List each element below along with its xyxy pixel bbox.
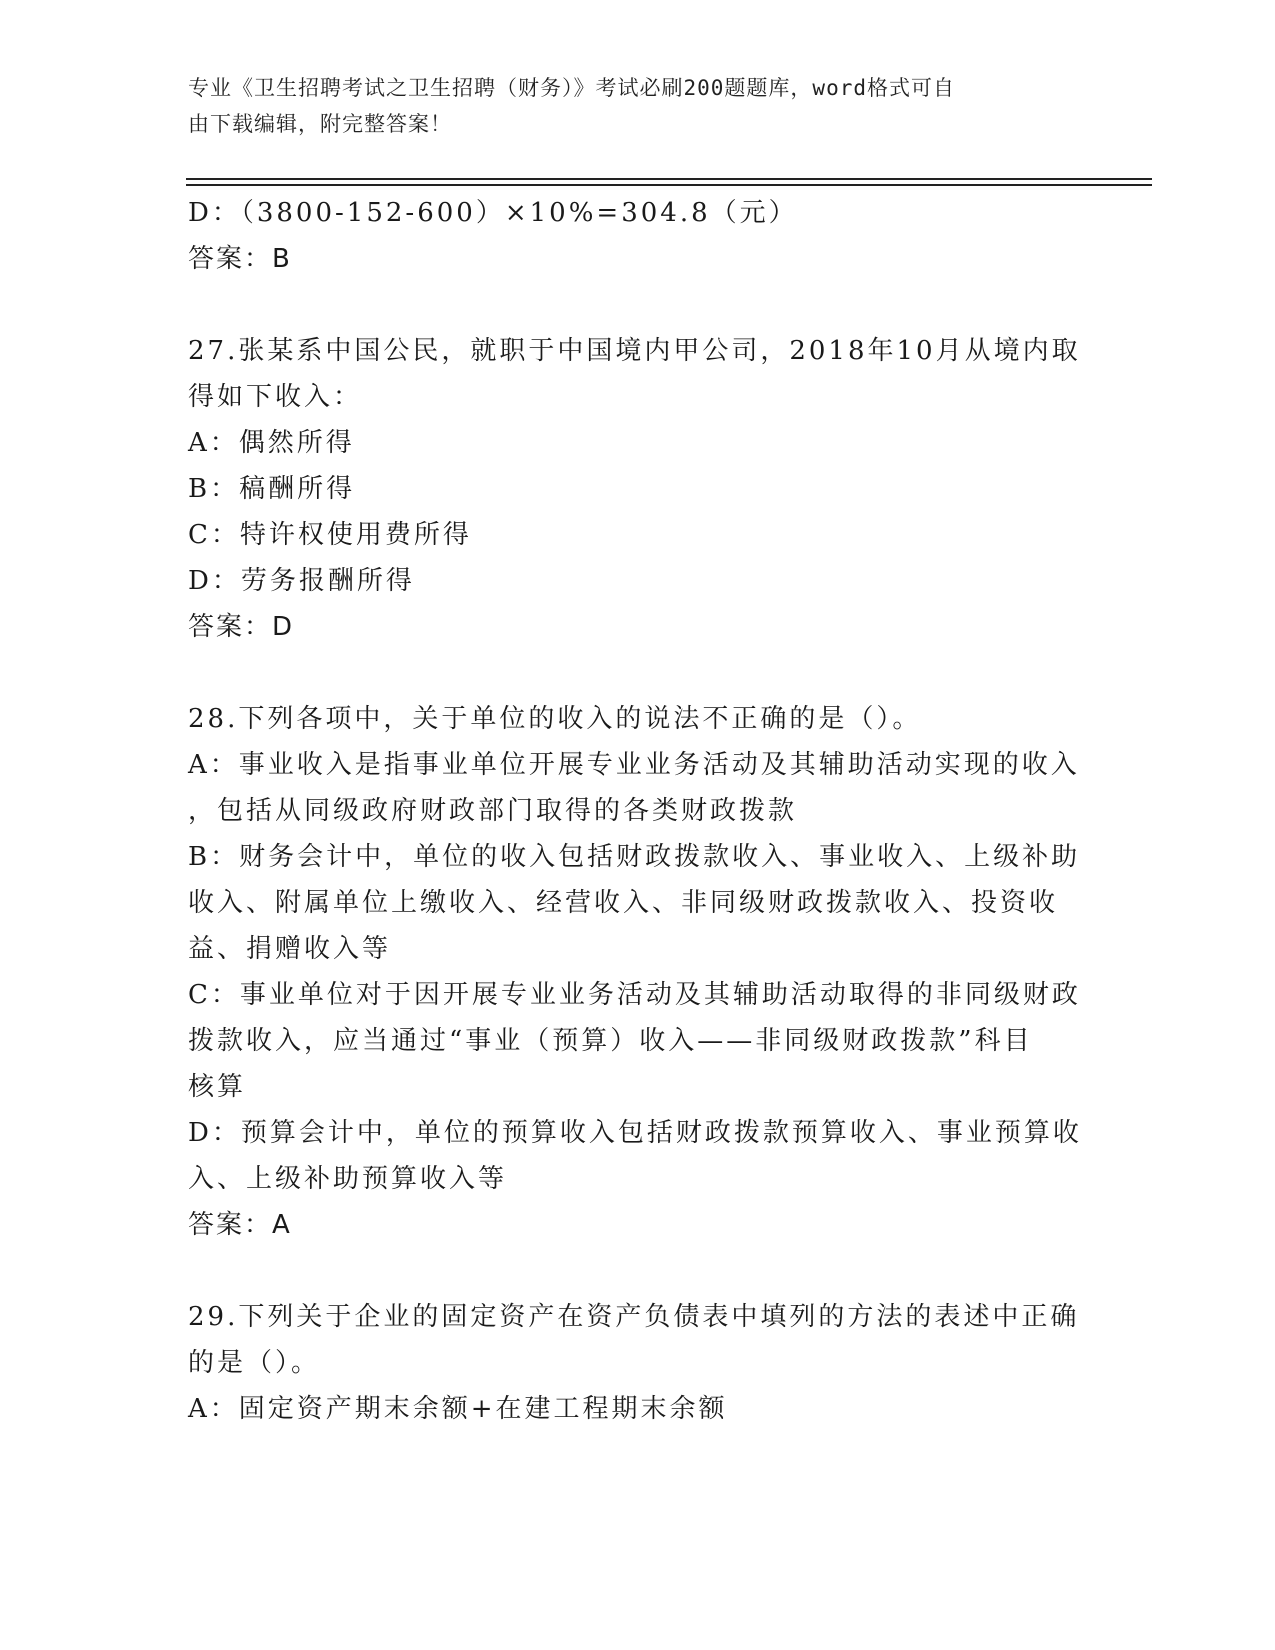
question-29 bbox=[188, 1294, 1088, 1432]
question-28 bbox=[188, 696, 1088, 1248]
option-d: D：（3800-152-600）×10%=304.8（元） bbox=[188, 198, 798, 228]
answer-text: 答案：D bbox=[188, 612, 295, 642]
question-26-tail bbox=[188, 190, 1088, 282]
question-stem-line: 27.张某系中国公民，就职于中国境内甲公司，2018年10月从境内取 bbox=[188, 336, 1081, 366]
spacer bbox=[188, 282, 1088, 328]
option-b-line: B：财务会计中，单位的收入包括财政拨款收入、事业收入、上级补助 bbox=[188, 842, 1081, 872]
option-d-line: 入、上级补助预算收入等 bbox=[188, 1164, 508, 1194]
option-b-line: 益、捐赠收入等 bbox=[188, 934, 392, 964]
option-c-line: 拨款收入，应当通过“事业（预算）收入——非同级财政拨款”科目 bbox=[188, 1026, 1033, 1056]
option-d-line: D：预算会计中，单位的预算收入包括财政拨款预算收入、事业预算收 bbox=[188, 1118, 1082, 1148]
answer-text: 答案：A bbox=[188, 1210, 292, 1240]
header-rule-bottom bbox=[186, 184, 1152, 186]
question-stem-line: 28.下列各项中，关于单位的收入的说法不正确的是（）。 bbox=[188, 704, 922, 734]
option-b: B：稿酬所得 bbox=[188, 474, 356, 504]
option-a: A：固定资产期末余额+在建工程期末余额 bbox=[188, 1394, 728, 1424]
spacer bbox=[188, 650, 1088, 696]
option-c: C：特许权使用费所得 bbox=[188, 520, 472, 550]
question-stem-line: 29.下列关于企业的固定资产在资产负债表中填列的方法的表述中正确 bbox=[188, 1302, 1080, 1332]
header-rule-top bbox=[186, 178, 1152, 180]
question-stem-line: 得如下收入： bbox=[188, 382, 363, 412]
question-27 bbox=[188, 328, 1088, 650]
option-c-line: C：事业单位对于因开展专业业务活动及其辅助活动取得的非同级财政 bbox=[188, 980, 1081, 1010]
question-content bbox=[188, 190, 1088, 1432]
spacer bbox=[188, 1248, 1088, 1294]
answer-text: 答案：B bbox=[188, 244, 292, 274]
question-stem-line: 的是（）。 bbox=[188, 1348, 321, 1378]
header-title-line-1: 专业《卫生招聘考试之卫生招聘（财务）》考试必刷200题题库，word格式可自 bbox=[188, 76, 955, 100]
option-d: D：劳务报酬所得 bbox=[188, 566, 415, 596]
option-b-line: 收入、附属单位上缴收入、经营收入、非同级财政拨款收入、投资收 bbox=[188, 888, 1059, 918]
option-a: A：偶然所得 bbox=[188, 428, 355, 458]
option-c-line: 核算 bbox=[188, 1072, 247, 1102]
option-a-line: ，包括从同级政府财政部门取得的各类财政拨款 bbox=[188, 796, 798, 826]
header-title-line-2: 由下载编辑，附完整答案！ bbox=[188, 112, 452, 136]
option-a-line: A：事业收入是指事业单位开展专业业务活动及其辅助活动实现的收入 bbox=[188, 750, 1080, 780]
page-header bbox=[188, 70, 1068, 142]
